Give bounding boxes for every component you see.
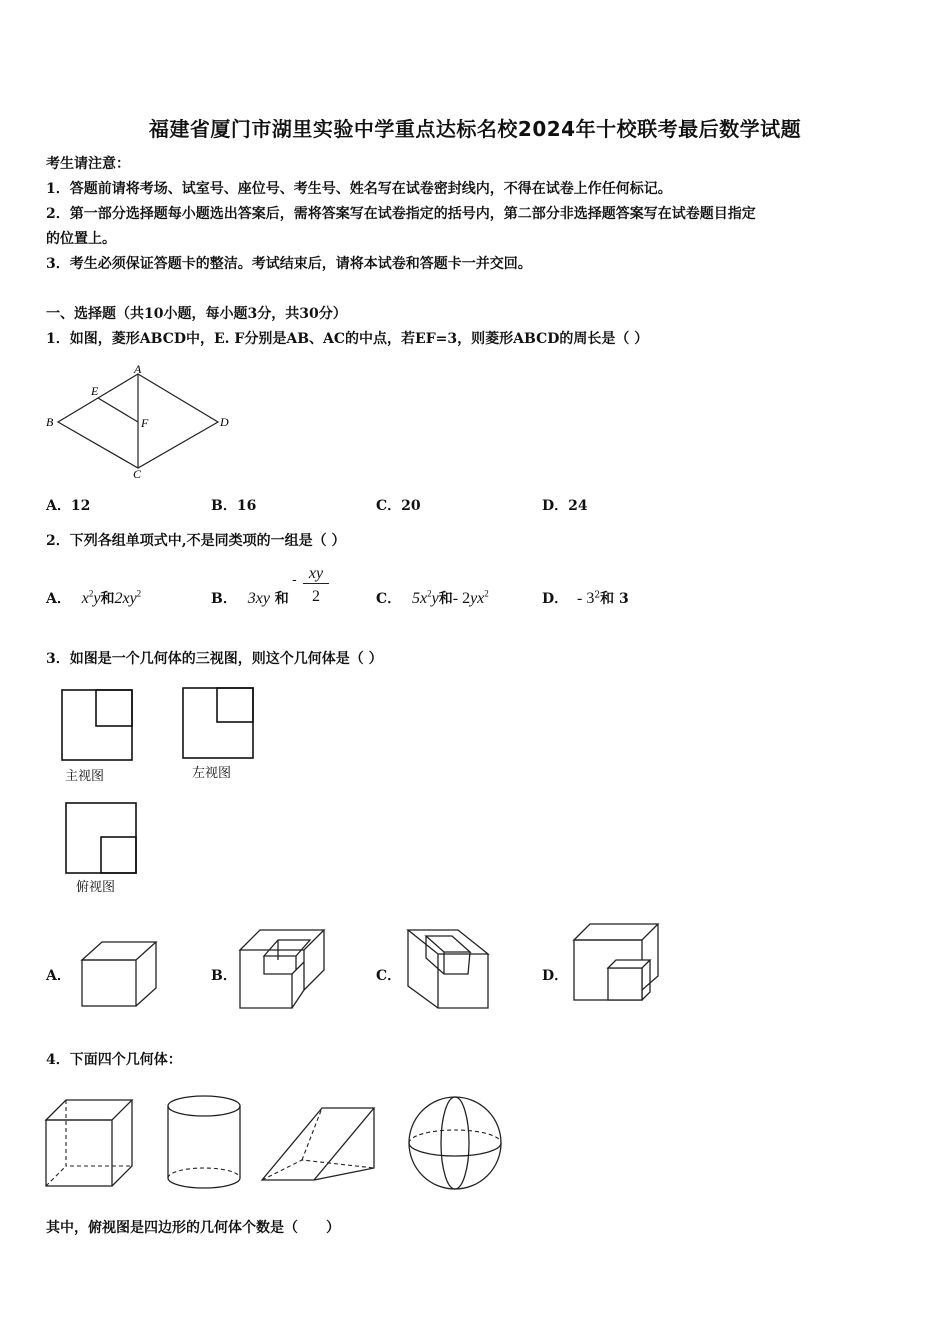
- option-letter: B．: [211, 591, 237, 607]
- q3-option-a[interactable]: A．: [46, 968, 71, 984]
- q1-option-a[interactable]: A．12: [46, 498, 91, 514]
- fraction-denominator: 2: [312, 588, 320, 605]
- cylinder-figure: [162, 1092, 246, 1194]
- term: x: [81, 590, 89, 607]
- front-view-figure: [60, 688, 136, 762]
- section-heading: 一、选择题（共10小题，每小题3分，共30分）: [46, 306, 347, 322]
- q3-option-b[interactable]: B．: [211, 968, 237, 984]
- exponent: 2: [136, 588, 142, 599]
- notice-item-1: 1．答题前请将考场、试室号、座位号、考生号、姓名写在试卷密封线内，不得在试卷上作任何标记。: [46, 181, 672, 197]
- coefficient: - 2: [452, 590, 471, 607]
- top-view-label: 俯视图: [76, 880, 116, 895]
- q3-stem: 3．如图是一个几何体的三视图，则这个几何体是（ ）: [46, 651, 383, 667]
- point-label-f: F: [141, 416, 149, 430]
- exponent: 2: [88, 588, 94, 599]
- fraction-numerator: xy: [303, 565, 329, 584]
- and-word: 和: [100, 591, 115, 607]
- cube-figure: [40, 1096, 136, 1192]
- q1-option-c[interactable]: C．20: [376, 498, 421, 514]
- sphere-figure: [404, 1092, 506, 1194]
- term: yx: [470, 590, 485, 607]
- notice-item-2-cont: 的位置上。: [46, 231, 116, 247]
- rhombus-figure: [40, 362, 240, 480]
- q1-stem: 1．如图，菱形ABCD中，E. F分别是AB、AC的中点，若EF=3，则菱形ABCD的周长是（ ）: [46, 331, 649, 347]
- q2-option-c[interactable]: [376, 588, 489, 608]
- oblique-prism-figure: [258, 1100, 380, 1186]
- front-view-label: 主视图: [65, 769, 105, 784]
- exponent: 2: [427, 588, 432, 599]
- notched-cube-c-figure: [404, 926, 496, 1012]
- notice-item-3: 3．考生必须保证答题卡的整洁。考试结束后，请将本试卷和答题卡一并交回。: [46, 256, 532, 272]
- term: 2xy: [114, 590, 137, 607]
- term: 3xy: [247, 590, 270, 607]
- q2-option-a[interactable]: [46, 588, 141, 608]
- q2-option-b[interactable]: [211, 588, 289, 608]
- q1-option-d[interactable]: D．24: [542, 498, 588, 514]
- and-word: 和 3: [600, 591, 629, 607]
- option-letter: A．: [46, 591, 71, 607]
- q2-option-d[interactable]: [542, 588, 629, 608]
- q2-option-b-minus: -: [292, 572, 297, 588]
- term: y: [431, 590, 439, 607]
- q3-option-d[interactable]: D．: [542, 968, 569, 984]
- vertex-label-b: B: [46, 415, 54, 429]
- option-letter: D．: [542, 591, 569, 607]
- notice-item-2: 2．第一部分选择题每小题选出答案后，需将答案写在试卷指定的括号内，第二部分非选择题答案写在试卷题目指定: [46, 206, 756, 222]
- exponent: 2: [594, 590, 601, 601]
- q3-option-c[interactable]: C．: [376, 968, 402, 984]
- top-view-figure: [64, 801, 140, 875]
- q4-stem: 4．下面四个几何体：: [46, 1052, 182, 1068]
- notched-cube-b-figure: [236, 926, 328, 1012]
- term: y: [93, 590, 101, 607]
- term: 5x: [412, 590, 428, 607]
- point-label-e: E: [91, 384, 99, 398]
- side-view-label: 左视图: [192, 766, 232, 781]
- option-letter: C．: [376, 591, 402, 607]
- vertex-label-d: D: [220, 415, 229, 429]
- q2-stem: 2．下列各组单项式中,不是同类项的一组是（ ）: [46, 533, 346, 549]
- stepped-cube-d-figure: [570, 920, 662, 1006]
- q1-option-b[interactable]: B．16: [211, 498, 257, 514]
- page-title: 福建省厦门市湖里实验中学重点达标名校2024年十校联考最后数学试题: [148, 117, 802, 141]
- vertex-label-c: C: [133, 467, 142, 480]
- exponent: 2: [484, 588, 489, 599]
- notice-heading: 考生请注意：: [46, 156, 130, 172]
- solid-cube-figure: [78, 938, 160, 1010]
- and-word: 和: [274, 591, 289, 607]
- term: - 3: [577, 590, 595, 607]
- and-word: 和: [438, 591, 453, 607]
- vertex-label-a: A: [134, 362, 142, 376]
- side-view-figure: [181, 686, 257, 760]
- q4-question: 其中，俯视图是四边形的几何体个数是（ ）: [46, 1220, 340, 1236]
